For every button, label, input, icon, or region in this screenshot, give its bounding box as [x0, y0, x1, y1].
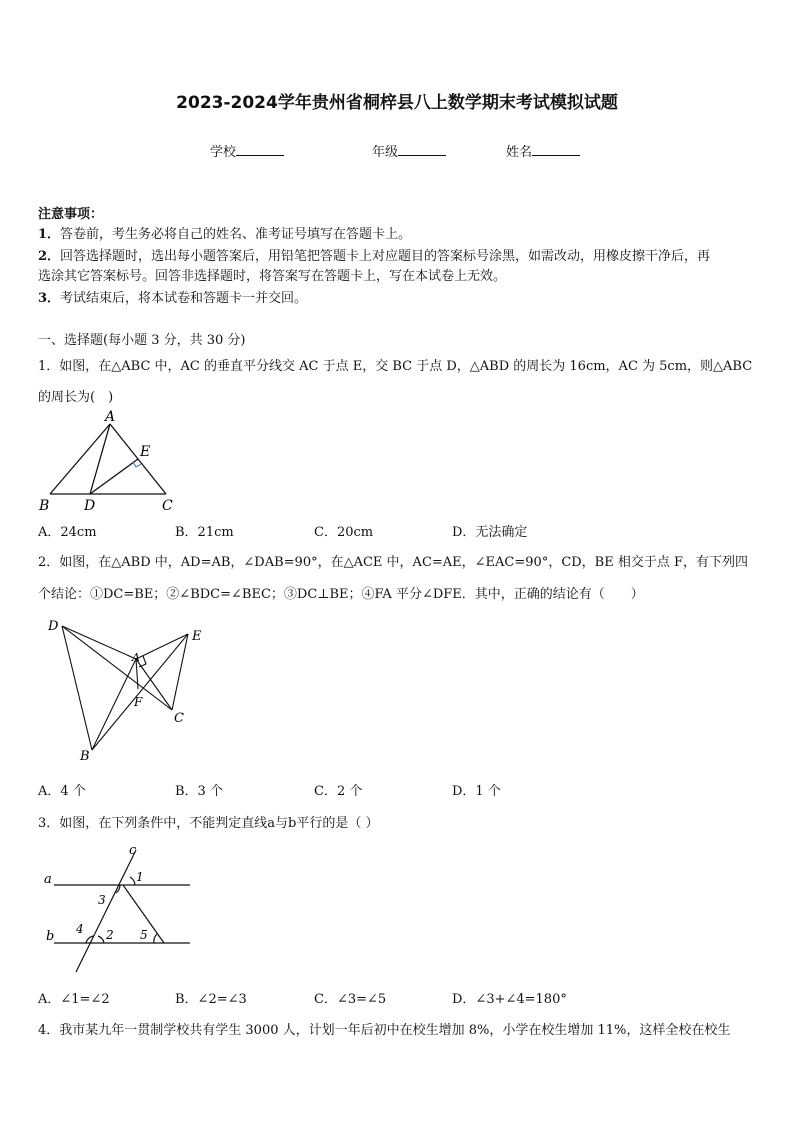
q1-option-d: D．无法确定 [452, 525, 528, 540]
q1-side-ab [50, 424, 110, 494]
q3-label-angle-3: 3 [98, 893, 106, 907]
section-heading: 一、选择题(每小题 3 分，共 30 分) [38, 333, 246, 348]
q2-label-e: E [192, 629, 202, 644]
q3-angle-arc-2 [98, 936, 104, 943]
q3-parallel-lines-figure [36, 838, 206, 978]
q2-segment-ae [136, 634, 188, 659]
notice-text-1: 答卷前，考生务必将自己的姓名、准考证号填写在答题卡上。 [60, 227, 412, 242]
q2-segment-ce [172, 634, 188, 710]
q3-stem-line1: 3．如图，在下列条件中，不能判定直线a与b平行的是（ ） [38, 816, 379, 831]
notice-num-3: 3． [38, 291, 61, 306]
q1-label-b: B [39, 498, 50, 514]
q3-label-angle-1: 1 [136, 870, 144, 884]
q1-segment-de [90, 459, 138, 494]
q3-angle-arc-1 [130, 877, 135, 885]
q2-figure [40, 614, 210, 764]
q3-line-c [76, 850, 136, 972]
q3-option-b: B．∠2=∠3 [175, 992, 247, 1007]
grade-blank [398, 143, 446, 156]
q2-label-c: C [174, 711, 184, 726]
q2-option-d: D．1 个 [452, 784, 501, 799]
q2-label-d: D [48, 619, 59, 634]
name-label: 姓名 [506, 145, 533, 160]
name-field [506, 141, 580, 160]
name-blank [532, 143, 580, 156]
q3-label-b: b [46, 929, 55, 944]
q3-option-a: A．∠1=∠2 [38, 992, 110, 1007]
notice-item-2-cont: 选涂其它答案标号。回答非选择题时，将答案写在答题卡上，写在本试卷上无效。 [38, 269, 507, 284]
school-field [210, 141, 284, 160]
q2-label-a: A [132, 651, 140, 664]
q3-option-d: D．∠3+∠4=180° [452, 992, 567, 1007]
q3-option-c: C．∠3=∠5 [314, 992, 387, 1007]
q2-option-c: C．2 个 [314, 784, 363, 799]
q1-option-c: C．20cm [314, 525, 374, 540]
q1-stem-line1: 1．如图，在△ABC 中，AC 的垂直平分线交 AC 于点 E，交 BC 于点 D，△ABD 的周长为 16cm，AC 为 5cm，则△ABC [38, 359, 753, 374]
q1-right-angle-mark [133, 462, 141, 467]
notice-num-1: 1． [38, 227, 61, 242]
q2-option-a: A．4 个 [38, 784, 86, 799]
q2-stem-line1: 2．如图，在△ABD 中，AD=AB，∠DAB=90°，在△ACE 中，AC=AE，∠EAC=90°，CD，BE 相交于点 F，有下列四 [38, 555, 749, 570]
q3-label-angle-2: 2 [106, 928, 114, 942]
school-label: 学校 [210, 145, 237, 160]
q2-label-f: F [134, 695, 143, 709]
q1-label-a: A [105, 409, 116, 425]
q2-label-b: B [80, 749, 90, 764]
q2-stem-line2: 个结论：①DC=BE；②∠BDC=∠BEC；③DC⊥BE；④FA 平分∠DFE．其中，正确的结论有（ ） [38, 587, 644, 602]
notice-item-3 [38, 287, 758, 306]
q2-segment-be [92, 634, 188, 750]
q3-label-angle-4: 4 [76, 922, 84, 936]
q3-angle-arc-5 [154, 934, 157, 943]
q3-label-c: c [129, 843, 137, 858]
q1-option-a: A．24cm [38, 525, 97, 540]
notice-num-2: 2． [38, 249, 61, 264]
grade-label: 年级 [372, 145, 399, 160]
q2-segment-db [62, 626, 92, 750]
q1-label-c: C [162, 498, 173, 514]
notice-heading: 注意事项： [38, 207, 104, 222]
q1-triangle-figure [36, 406, 186, 516]
q1-segment-ad [90, 424, 110, 494]
notice-text-2a: 回答选择题时，选出每小题答案后，用铅笔把答题卡上对应题目的答案标号涂黑，如需改动，用橡皮擦干净后，再 [60, 249, 711, 264]
q3-label-angle-5: 5 [140, 928, 148, 942]
notice-item-2 [38, 245, 758, 264]
q4-stem-line1: 4．我市某九年一贯制学校共有学生 3000 人，计划一年后初中在校生增加 8%，小学在校生增加 11%，这样全校在校生 [38, 1023, 731, 1038]
q1-label-d: D [84, 498, 96, 514]
q1-option-b: B．21cm [175, 525, 234, 540]
notice-item-1 [38, 223, 758, 242]
q3-label-a: a [44, 872, 52, 887]
q1-stem-line2: 的周长为( ) [38, 390, 114, 405]
notice-text-3: 考试结束后，将本试卷和答题卡一并交回。 [60, 291, 308, 306]
q1-label-e: E [140, 444, 151, 460]
q2-option-b: B．3 个 [175, 784, 223, 799]
page-title: 2023-2024学年贵州省桐梓县八上数学期末考试模拟试题 [176, 93, 618, 113]
grade-field [372, 141, 446, 160]
school-blank [236, 143, 284, 156]
